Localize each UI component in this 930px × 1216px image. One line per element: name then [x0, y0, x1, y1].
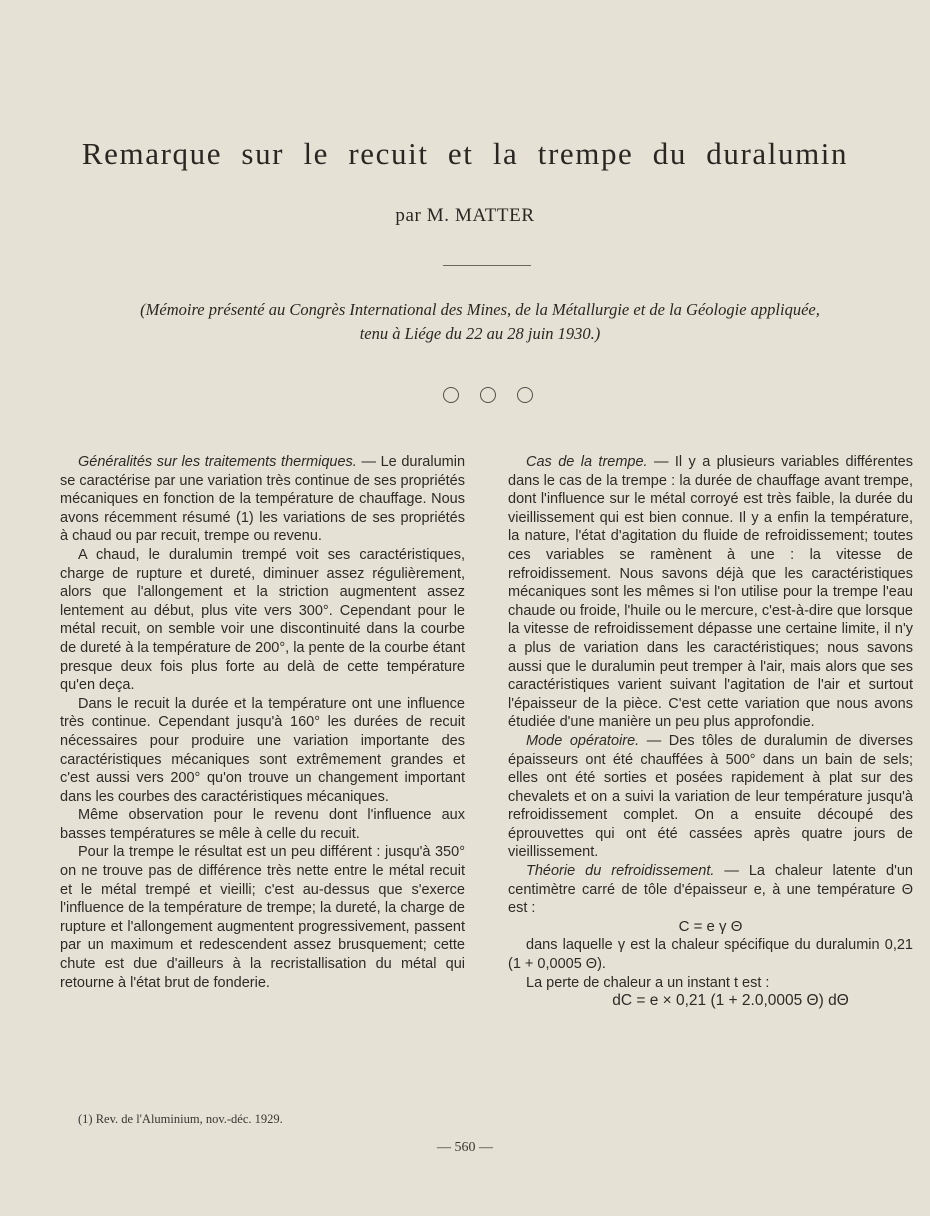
paragraph: A chaud, le duralumin trempé voit ses caractéristiques, charge de rupture et dureté, diminuer assez régulièrement, alors que l'allongement et la striction augmentent assez lentement au début, plus vite vers 300°. Cependant pour le métal recuit, on semble voir une discontinuité dans la courbe de dureté à la température de 200°, la pente de la courbe étant presque deux fois plus forte au delà de cette température qu'en deça.: [60, 546, 465, 694]
paragraph-text: — Il y a plusieurs variables différentes dans le cas de la trempe : la durée de chauffage avant trempe, dont l'influence sur le métal corroyé est très faible, la durée du vieillissement qui est bien connue. Il y a enfin la température, la nature, l'état d'agitation du fluide de refroidissement; toutes ces variables se ramènent à une : la vitesse de refroidissement. Nous savons déjà que les caractéristiques mécaniques sont les mêmes si l'on utilise pour la trempe l'eau chaude ou froide, l'huile ou le mercure, c'est-à-dire que lorsque la vitesse de refroidissement dépasse une certaine limite, il n'y a plus de variation dans les caractéristiques; nous savons aussi que le duralumin peut tremper à l'air, mais alors que ses caractéristiques varient suivant l'agitation de l'air et surtout l'épaisseur de la pièce. C'est cette variation que nous avons étudiée d'une manière un peu plus approfondie.: [508, 454, 913, 731]
subtitle-line-2: tenu à Liége du 22 au 28 juin 1930.): [359, 324, 601, 343]
page-number: — 560 —: [437, 1140, 493, 1155]
title-divider: [443, 265, 531, 266]
article-title: Remarque sur le recuit et la trempe du duralumin: [81, 136, 849, 171]
paragraph-text: — Le duralumin se caractérise par une variation très continue de ses propriétés mécaniques en fonction de la température de chauffage. Nous avons récemment résumé (1) les variations de ses propriétés à chaud ou par recuit, trempe ou revenu.: [60, 454, 466, 545]
section-heading: Mode opératoire.: [526, 732, 640, 749]
section-heading: Généralités sur les traitements thermiques.: [78, 454, 357, 470]
circle-ornament-icon: [517, 387, 533, 403]
paragraph: Dans le recuit la durée et la température ont une influence très continue. Cependant jusqu'à 160° les durées de recuit nécessaires pour produire une variation importante des caractéristiques mécaniques sont extrêmement grandes et c'est aussi vers 200° qu'on trouve un changement important dans les courbes des caractéristiques mécaniques.: [60, 695, 465, 805]
paragraph: Même observation pour le revenu dont l'influence aux basses températures se mêle à celle du recuit.: [60, 807, 465, 842]
section-heading: Cas de la trempe.: [526, 454, 648, 470]
paragraph: La perte de chaleur a un instant t est :: [526, 974, 770, 991]
formula-heat: C = e γ Θ: [678, 917, 743, 935]
author-line: par M. MATTER: [395, 205, 535, 226]
paragraph: dans laquelle γ est la chaleur spécifique du duralumin 0,21 (1 + 0,0005 Θ).: [508, 937, 913, 973]
paragraph-text: — La chaleur latente d'un centimètre carré de tôle d'épaisseur e, à une température Θ est :: [508, 863, 913, 917]
paragraph: [508, 862, 913, 918]
paragraph-text: — Des tôles de duralumin de diverses épaisseurs ont été chauffées à 500° dans un bain de sels; elles ont été sorties et posées rapidement à plat sur des chevalets et on a suivi la variation de leur température jusqu'à refroidissement complet. On a ensuite découpé des éprouvettes qui ont été cassées après quatre jours de vieillissement.: [508, 732, 913, 861]
right-column: [508, 453, 913, 1011]
ornament-circles: [443, 385, 533, 405]
paragraph: [60, 453, 465, 546]
section-heading: Théorie du refroidissement.: [526, 863, 715, 880]
subtitle: [55, 298, 905, 346]
formula-heat-loss: dC = e × 0,21 (1 + 2.0,0005 Θ) dΘ: [612, 992, 849, 1010]
circle-ornament-icon: [480, 387, 496, 403]
circle-ornament-icon: [443, 387, 459, 403]
left-column: [60, 453, 465, 992]
footnote: (1) Rev. de l'Aluminium, nov.-déc. 1929.: [78, 1112, 283, 1126]
paragraph: [508, 732, 913, 862]
paragraph: [508, 453, 913, 732]
subtitle-line-1: (Mémoire présenté au Congrès International des Mines, de la Métallurgie et de la Géologie appliquée,: [140, 300, 820, 319]
paragraph: Pour la trempe le résultat est un peu différent : jusqu'à 350° on ne trouve pas de différence très nette entre le métal recuit et le métal trempé et vieilli; c'est au-dessus que s'exerce l'influence de la température de trempe; la dureté, la charge de rupture et l'allongement augmentent progressivement, passent par un maximum et redescendent assez brusquement; cette chute est due d'ailleurs à la recristallisation du métal qui retourne à l'état brut de fonderie.: [60, 844, 465, 991]
